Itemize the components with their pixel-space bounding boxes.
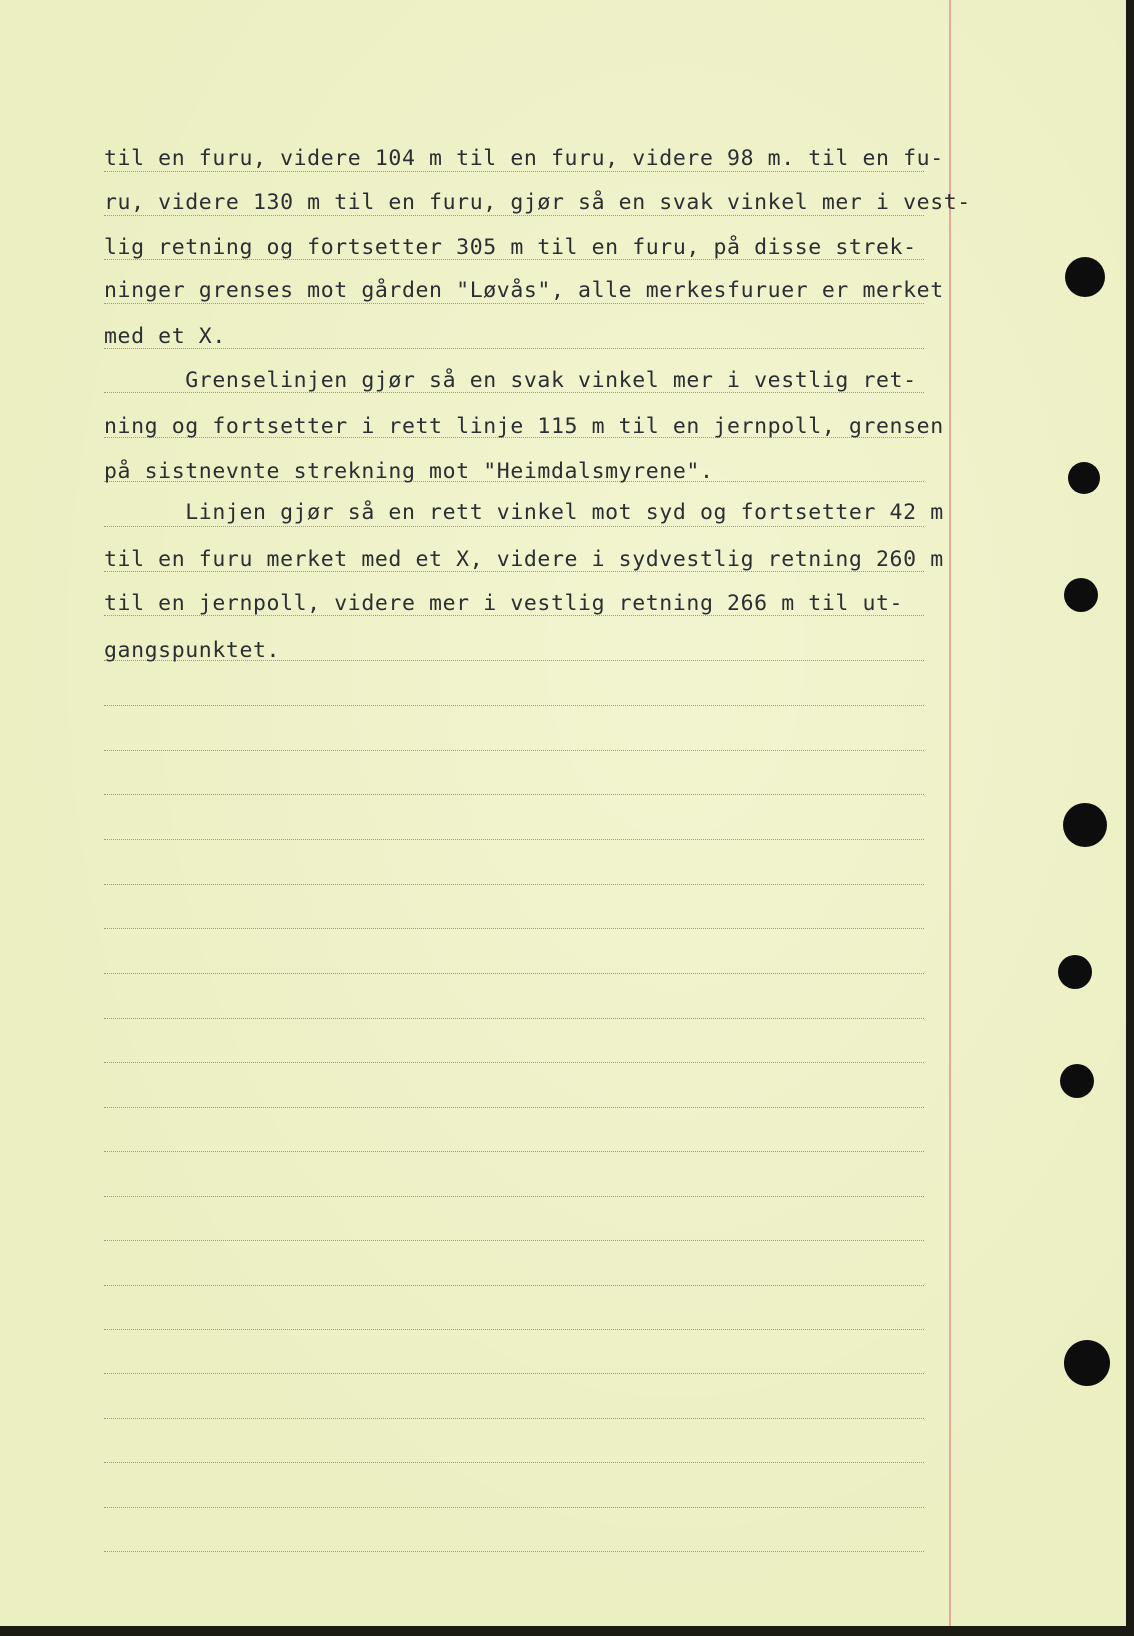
text-line: på sistnevnte strekning mot "Heimdalsmyrene".	[104, 459, 714, 484]
text-line: gangspunktet.	[104, 638, 281, 663]
ruled-line	[104, 348, 924, 349]
ruled-line	[104, 1240, 924, 1241]
ruled-line	[104, 171, 924, 172]
text-line: Grenselinjen gjør så en svak vinkel mer i vestlig ret-	[104, 368, 917, 393]
ruled-line	[104, 526, 924, 527]
text-line: med et X.	[104, 324, 226, 349]
ruled-line	[104, 794, 924, 795]
ruled-line	[104, 303, 924, 304]
ruled-line	[104, 1418, 924, 1419]
ruled-line	[104, 1107, 924, 1108]
ruled-line	[104, 884, 924, 885]
punch-hole-icon	[1063, 803, 1107, 847]
ruled-line	[104, 1285, 924, 1286]
punch-hole-icon	[1064, 578, 1098, 612]
text-line: Linjen gjør så en rett vinkel mot syd og fortsetter 42 m	[104, 500, 944, 525]
text-line: til en furu merket med et X, videre i sydvestlig retning 260 m	[104, 547, 944, 572]
text-line: ning og fortsetter i rett linje 115 m til en jernpoll, grensen	[104, 414, 944, 439]
ruled-line	[104, 973, 924, 974]
ruled-line	[104, 1062, 924, 1063]
punch-hole-icon	[1060, 1064, 1094, 1098]
ruled-line	[104, 1196, 924, 1197]
text-line: ninger grenses mot gården "Løvås", alle merkesfuruer er merket	[104, 278, 944, 303]
punch-hole-icon	[1068, 462, 1100, 494]
ruled-line	[104, 839, 924, 840]
punch-hole-icon	[1058, 955, 1092, 989]
ruled-line	[104, 1329, 924, 1330]
text-line: til en jernpoll, videre mer i vestlig retning 266 m til ut-	[104, 591, 904, 616]
margin-line	[949, 0, 951, 1626]
ruled-line	[104, 1151, 924, 1152]
text-line: ru, videre 130 m til en furu, gjør så en svak vinkel mer i vest-	[104, 190, 971, 215]
ruled-line	[104, 1462, 924, 1463]
text-line: lig retning og fortsetter 305 m til en furu, på disse strek-	[104, 235, 917, 260]
ruled-line	[104, 1018, 924, 1019]
ruled-line	[104, 1373, 924, 1374]
text-line: til en furu, videre 104 m til en furu, videre 98 m. til en fu-	[104, 146, 944, 171]
ruled-line	[104, 1507, 924, 1508]
ruled-line	[104, 705, 924, 706]
punch-hole-icon	[1064, 1340, 1110, 1386]
ruled-line	[104, 1551, 924, 1552]
ruled-line	[104, 750, 924, 751]
ruled-line	[104, 215, 924, 216]
ruled-line	[104, 928, 924, 929]
punch-hole-icon	[1065, 257, 1105, 297]
